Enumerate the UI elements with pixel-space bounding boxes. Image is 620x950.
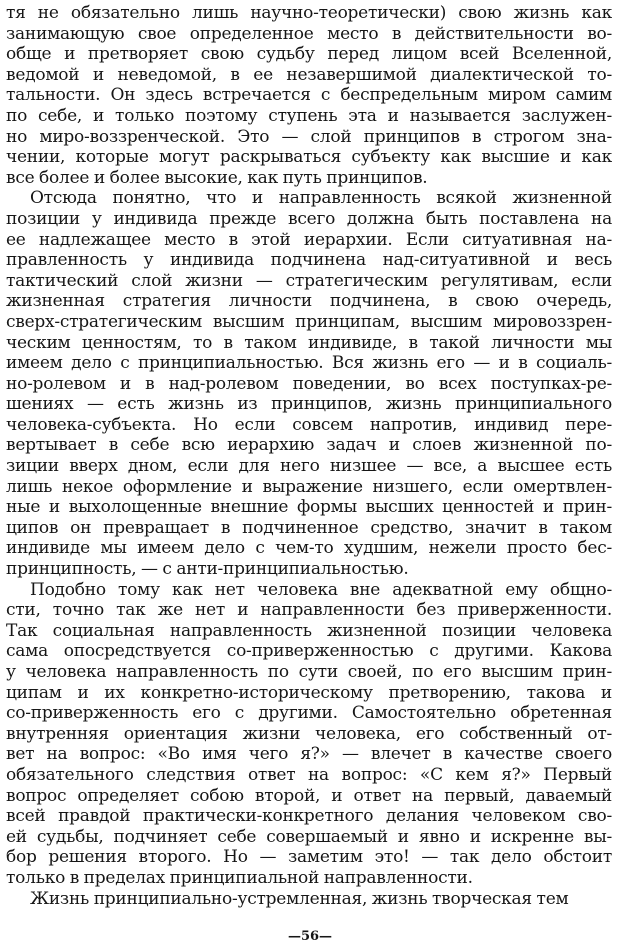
text-line: по себе, и только поэтому ступень эта и называется заслужен- bbox=[6, 105, 612, 126]
text-line: правленность у индивида подчинена над-ситуативной и весь bbox=[6, 250, 612, 271]
text-line: вет на вопрос: «Во имя чего я?» — влечет в качестве своего bbox=[6, 744, 612, 765]
text-line: индивиде мы имеем дело с чем-то худшим, нежели просто бес- bbox=[6, 538, 612, 559]
paragraph bbox=[6, 889, 612, 910]
text-line: ей судьбы, подчиняет себе совершаемый и явно и искренне вы- bbox=[6, 826, 612, 847]
text-line: ципам и их конкретно-историческому претворению, такова и bbox=[6, 682, 612, 703]
text-line: Так социальная направленность жизненной позиции человека bbox=[6, 620, 612, 641]
text-line: но-ролевом и в над-ролевом поведении, во всех поступках-ре- bbox=[6, 373, 612, 394]
text-line: занимающую свое определенное место в действительности во- bbox=[6, 23, 612, 44]
text-line: Отсюда понятно, что и направленность всякой жизненной bbox=[30, 188, 612, 209]
text-line: лишь некое оформление и выражение низшего, если омертвлен- bbox=[6, 476, 612, 497]
text-line: имеем дело с принципиальностью. Вся жизнь его — и в социаль- bbox=[6, 353, 612, 374]
paragraph bbox=[6, 188, 612, 579]
text-line: тактический слой жизни — стратегическим регулятивам, если bbox=[6, 270, 612, 291]
text-line: только в пределах принципиальной направленности. bbox=[6, 867, 473, 888]
text-line: всей правдой практически-конкретного делания человеком сво- bbox=[6, 806, 612, 827]
text-line: все более и более высокие, как путь принципов. bbox=[6, 167, 428, 188]
text-line: бор решения второго. Но — заметим это! — так дело обстоит bbox=[6, 847, 612, 868]
text-line: сти, точно так же нет и направленности без приверженности. bbox=[6, 600, 612, 621]
text-line: Подобно тому как нет человека вне адекватной ему общно- bbox=[30, 579, 612, 600]
text-line: со-приверженность его с другими. Самостоятельно обретенная bbox=[6, 703, 612, 724]
text-line: ные и выхолощенные внешние формы высших ценностей и прин- bbox=[6, 497, 612, 518]
text-line: тя не обязательно лишь научно-теоретически) свою жизнь как bbox=[6, 3, 612, 23]
text-line: но миро-воззренческой. Это — слой принципов в строгом зна- bbox=[6, 126, 612, 147]
text-line: Жизнь принципиально-устремленная, жизнь творческая тем bbox=[30, 888, 569, 909]
text-line: зиции вверх дном, если для него низшее — все, а высшее есть bbox=[6, 456, 612, 477]
text-line: обязательного следствия ответ на вопрос: «С кем я?» Первый bbox=[6, 764, 612, 785]
page-number: —56— bbox=[287, 929, 333, 944]
text-line: принципность, — с анти-принципиальностью. bbox=[6, 559, 409, 580]
text-line: ципов он превращает в подчиненное средство, значит в таком bbox=[6, 517, 612, 538]
text-line: ее надлежащее место в этой иерархии. Если ситуативная на- bbox=[6, 229, 612, 250]
text-line: сама опосредствуется со-приверженностью с другими. Какова bbox=[6, 641, 612, 662]
text-line: обще и претворяет свою судьбу перед лицом всей Вселенной, bbox=[6, 44, 612, 65]
text-line: шениях — есть жизнь из принципов, жизнь принципиального bbox=[6, 394, 612, 415]
text-line: вопрос определяет собою второй, и ответ на первый, даваемый bbox=[6, 785, 612, 806]
text-line: внутренняя ориентация жизни человека, его собственный от- bbox=[6, 723, 612, 744]
text-line: чении, которые могут раскрываться субъекту как высшие и как bbox=[6, 147, 612, 168]
text-line: позиции у индивида прежде всего должна быть поставлена на bbox=[6, 208, 612, 229]
paragraph bbox=[6, 580, 612, 889]
text-line: ческим ценностям, то в таком индивиде, в такой личности мы bbox=[6, 332, 612, 353]
text-line: сверх-стратегическим высшим принципам, высшим мировоззрен- bbox=[6, 311, 612, 332]
body-text bbox=[6, 3, 612, 909]
text-line: ведомой и неведомой, в ее незавершимой диалектической то- bbox=[6, 64, 612, 85]
text-line: у человека направленность по сути своей, по его высшим прин- bbox=[6, 662, 612, 682]
text-line: жизненная стратегия личности подчинена, в свою очередь, bbox=[6, 291, 612, 312]
text-line: вертывает в себе всю иерархию задач и слоев жизненной по- bbox=[6, 435, 612, 456]
paragraph bbox=[6, 3, 612, 188]
text-line: тальности. Он здесь встречается с беспредельным миром самим bbox=[6, 85, 612, 106]
text-line: человека-субъекта. Но если совсем напротив, индивид пере- bbox=[6, 414, 612, 435]
